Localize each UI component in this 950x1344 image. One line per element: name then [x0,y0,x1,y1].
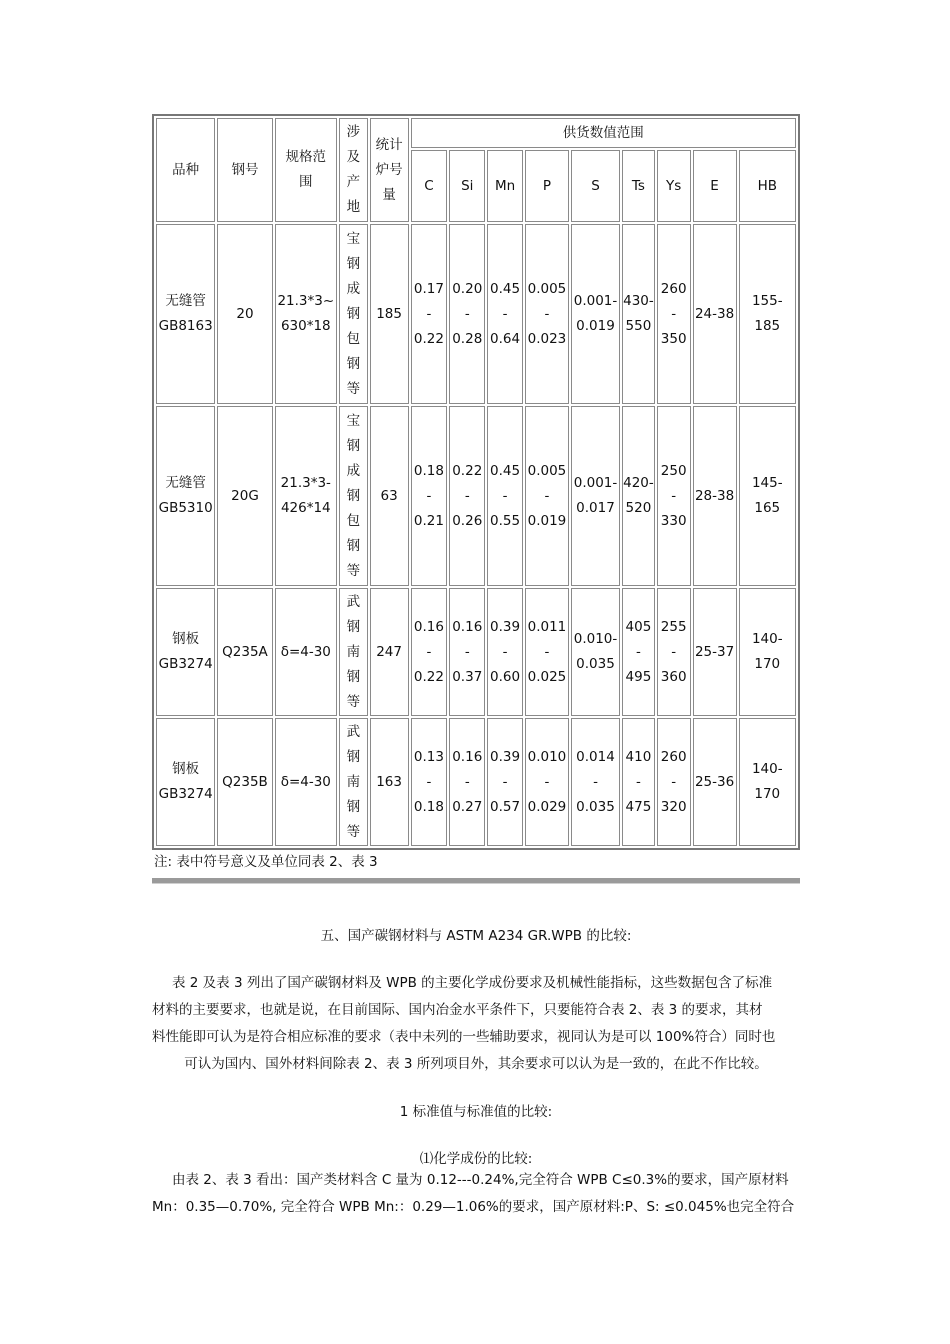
cell-p: 0.011 - 0.025 [525,588,569,716]
cell-mn: 0.39 - 0.60 [487,588,523,716]
cell-mn: 0.45 - 0.64 [487,224,523,404]
header-heats: 统计 炉号 量 [370,118,409,222]
cell-ts: 420- 520 [622,406,655,586]
body-line-2: Mn：0.35—0.70%, 完全符合 WPB Mn:：0.29—1.06%的要求，国产原材料:P、S: ≤0.045%也完全符合 [152,1199,795,1215]
cell-s: 0.010- 0.035 [571,588,620,716]
intro-line-1: 表 2 及表 3 列出了国产碳钢材料及 WPB 的主要化学成份要求及机械性能指标，这些数据包含了标准 [172,975,773,991]
cell-ts: 430- 550 [622,224,655,404]
header-variety: 品种 [156,118,215,222]
cell-mn: 0.45 - 0.55 [487,406,523,586]
cell-spec: δ=4-30 [275,718,337,846]
intro-paragraph [152,970,800,1078]
cell-si: 0.22 - 0.26 [449,406,485,586]
header-si: Si [449,150,485,222]
header-ts: Ts [622,150,655,222]
cell-ys: 255 - 360 [657,588,691,716]
header-e: E [693,150,737,222]
header-supply-range: 供货数值范围 [411,118,796,148]
cell-e: 24-38 [693,224,737,404]
cell-grade: Q235B [217,718,272,846]
cell-variety: 无缝管 GB8163 [156,224,215,404]
cell-grade: Q235A [217,588,272,716]
cell-grade: 20G [217,406,272,586]
cell-origin: 宝 钢 成 钢 包 钢 等 [339,224,368,404]
header-p: P [525,150,569,222]
cell-hb: 155-185 [739,224,796,404]
cell-hb: 140-170 [739,588,796,716]
cell-e: 28-38 [693,406,737,586]
cell-ys: 260 - 320 [657,718,691,846]
steel-comparison-table-container [152,114,800,850]
cell-heats: 185 [370,224,409,404]
cell-s: 0.014 - 0.035 [571,718,620,846]
cell-p: 0.005 - 0.023 [525,224,569,404]
steel-comparison-table [152,114,800,850]
table-note: 注: 表中符号意义及单位同表 2、表 3 [154,854,378,870]
cell-mn: 0.39 - 0.57 [487,718,523,846]
cell-si: 0.16 - 0.37 [449,588,485,716]
table-row [156,224,796,404]
cell-hb: 145-165 [739,406,796,586]
cell-ys: 260 - 350 [657,224,691,404]
cell-s: 0.001- 0.017 [571,406,620,586]
cell-c: 0.18 - 0.21 [411,406,448,586]
cell-spec: 21.3*3- 426*14 [275,406,337,586]
cell-origin: 武 钢 南 钢 等 [339,588,368,716]
header-spec: 规格范 围 [275,118,337,222]
cell-s: 0.001- 0.019 [571,224,620,404]
cell-heats: 247 [370,588,409,716]
cell-variety: 钢板 GB3274 [156,718,215,846]
cell-origin: 宝 钢 成 钢 包 钢 等 [339,406,368,586]
intro-line-3: 料性能即可认为是符合相应标准的要求（表中未列的一些辅助要求，视同认为是可以 100%符合）同时也 [152,1029,776,1045]
body-paragraph [152,1167,800,1221]
cell-c: 0.16 - 0.22 [411,588,448,716]
header-c: C [411,150,448,222]
header-ys: Ys [657,150,691,222]
sub-subheading: ⑴化学成份的比较: [419,1151,533,1167]
section-heading: 五、国产碳钢材料与 ASTM A234 GR.WPB 的比较: [320,928,632,944]
cell-spec: δ=4-30 [275,588,337,716]
cell-ts: 410 - 475 [622,718,655,846]
cell-si: 0.20 - 0.28 [449,224,485,404]
cell-variety: 无缝管 GB5310 [156,406,215,586]
cell-c: 0.13 - 0.18 [411,718,448,846]
cell-spec: 21.3*3~ 630*18 [275,224,337,404]
table-row [156,588,796,716]
section-divider [152,878,800,884]
cell-p: 0.005 - 0.019 [525,406,569,586]
cell-e: 25-37 [693,588,737,716]
table-row [156,718,796,846]
header-mn: Mn [487,150,523,222]
subheading: 1 标准值与标准值的比较: [399,1104,553,1120]
cell-ys: 250 - 330 [657,406,691,586]
cell-heats: 163 [370,718,409,846]
cell-hb: 140-170 [739,718,796,846]
cell-c: 0.17 - 0.22 [411,224,448,404]
cell-origin: 武 钢 南 钢 等 [339,718,368,846]
intro-line-2: 材料的主要要求，也就是说，在目前国际、国内冶金水平条件下，只要能符合表 2、表 3 的要求，其材 [152,1002,763,1018]
intro-line-4: 可认为国内、国外材料间除表 2、表 3 所列项目外，其余要求可以认为是一致的，在此不作比较。 [184,1056,768,1072]
cell-ts: 405 - 495 [622,588,655,716]
header-origin: 涉 及 产 地 [339,118,368,222]
table-header-row [156,118,796,148]
cell-grade: 20 [217,224,272,404]
header-grade: 钢号 [217,118,272,222]
cell-e: 25-36 [693,718,737,846]
cell-heats: 63 [370,406,409,586]
body-line-1: 由表 2、表 3 看出：国产类材料含 C 量为 0.12---0.24%,完全符合 WPB C≤0.3%的要求，国产原材料 [172,1172,789,1188]
cell-variety: 钢板 GB3274 [156,588,215,716]
table-row [156,406,796,586]
cell-p: 0.010 - 0.029 [525,718,569,846]
header-s: S [571,150,620,222]
cell-si: 0.16 - 0.27 [449,718,485,846]
header-hb: HB [739,150,796,222]
